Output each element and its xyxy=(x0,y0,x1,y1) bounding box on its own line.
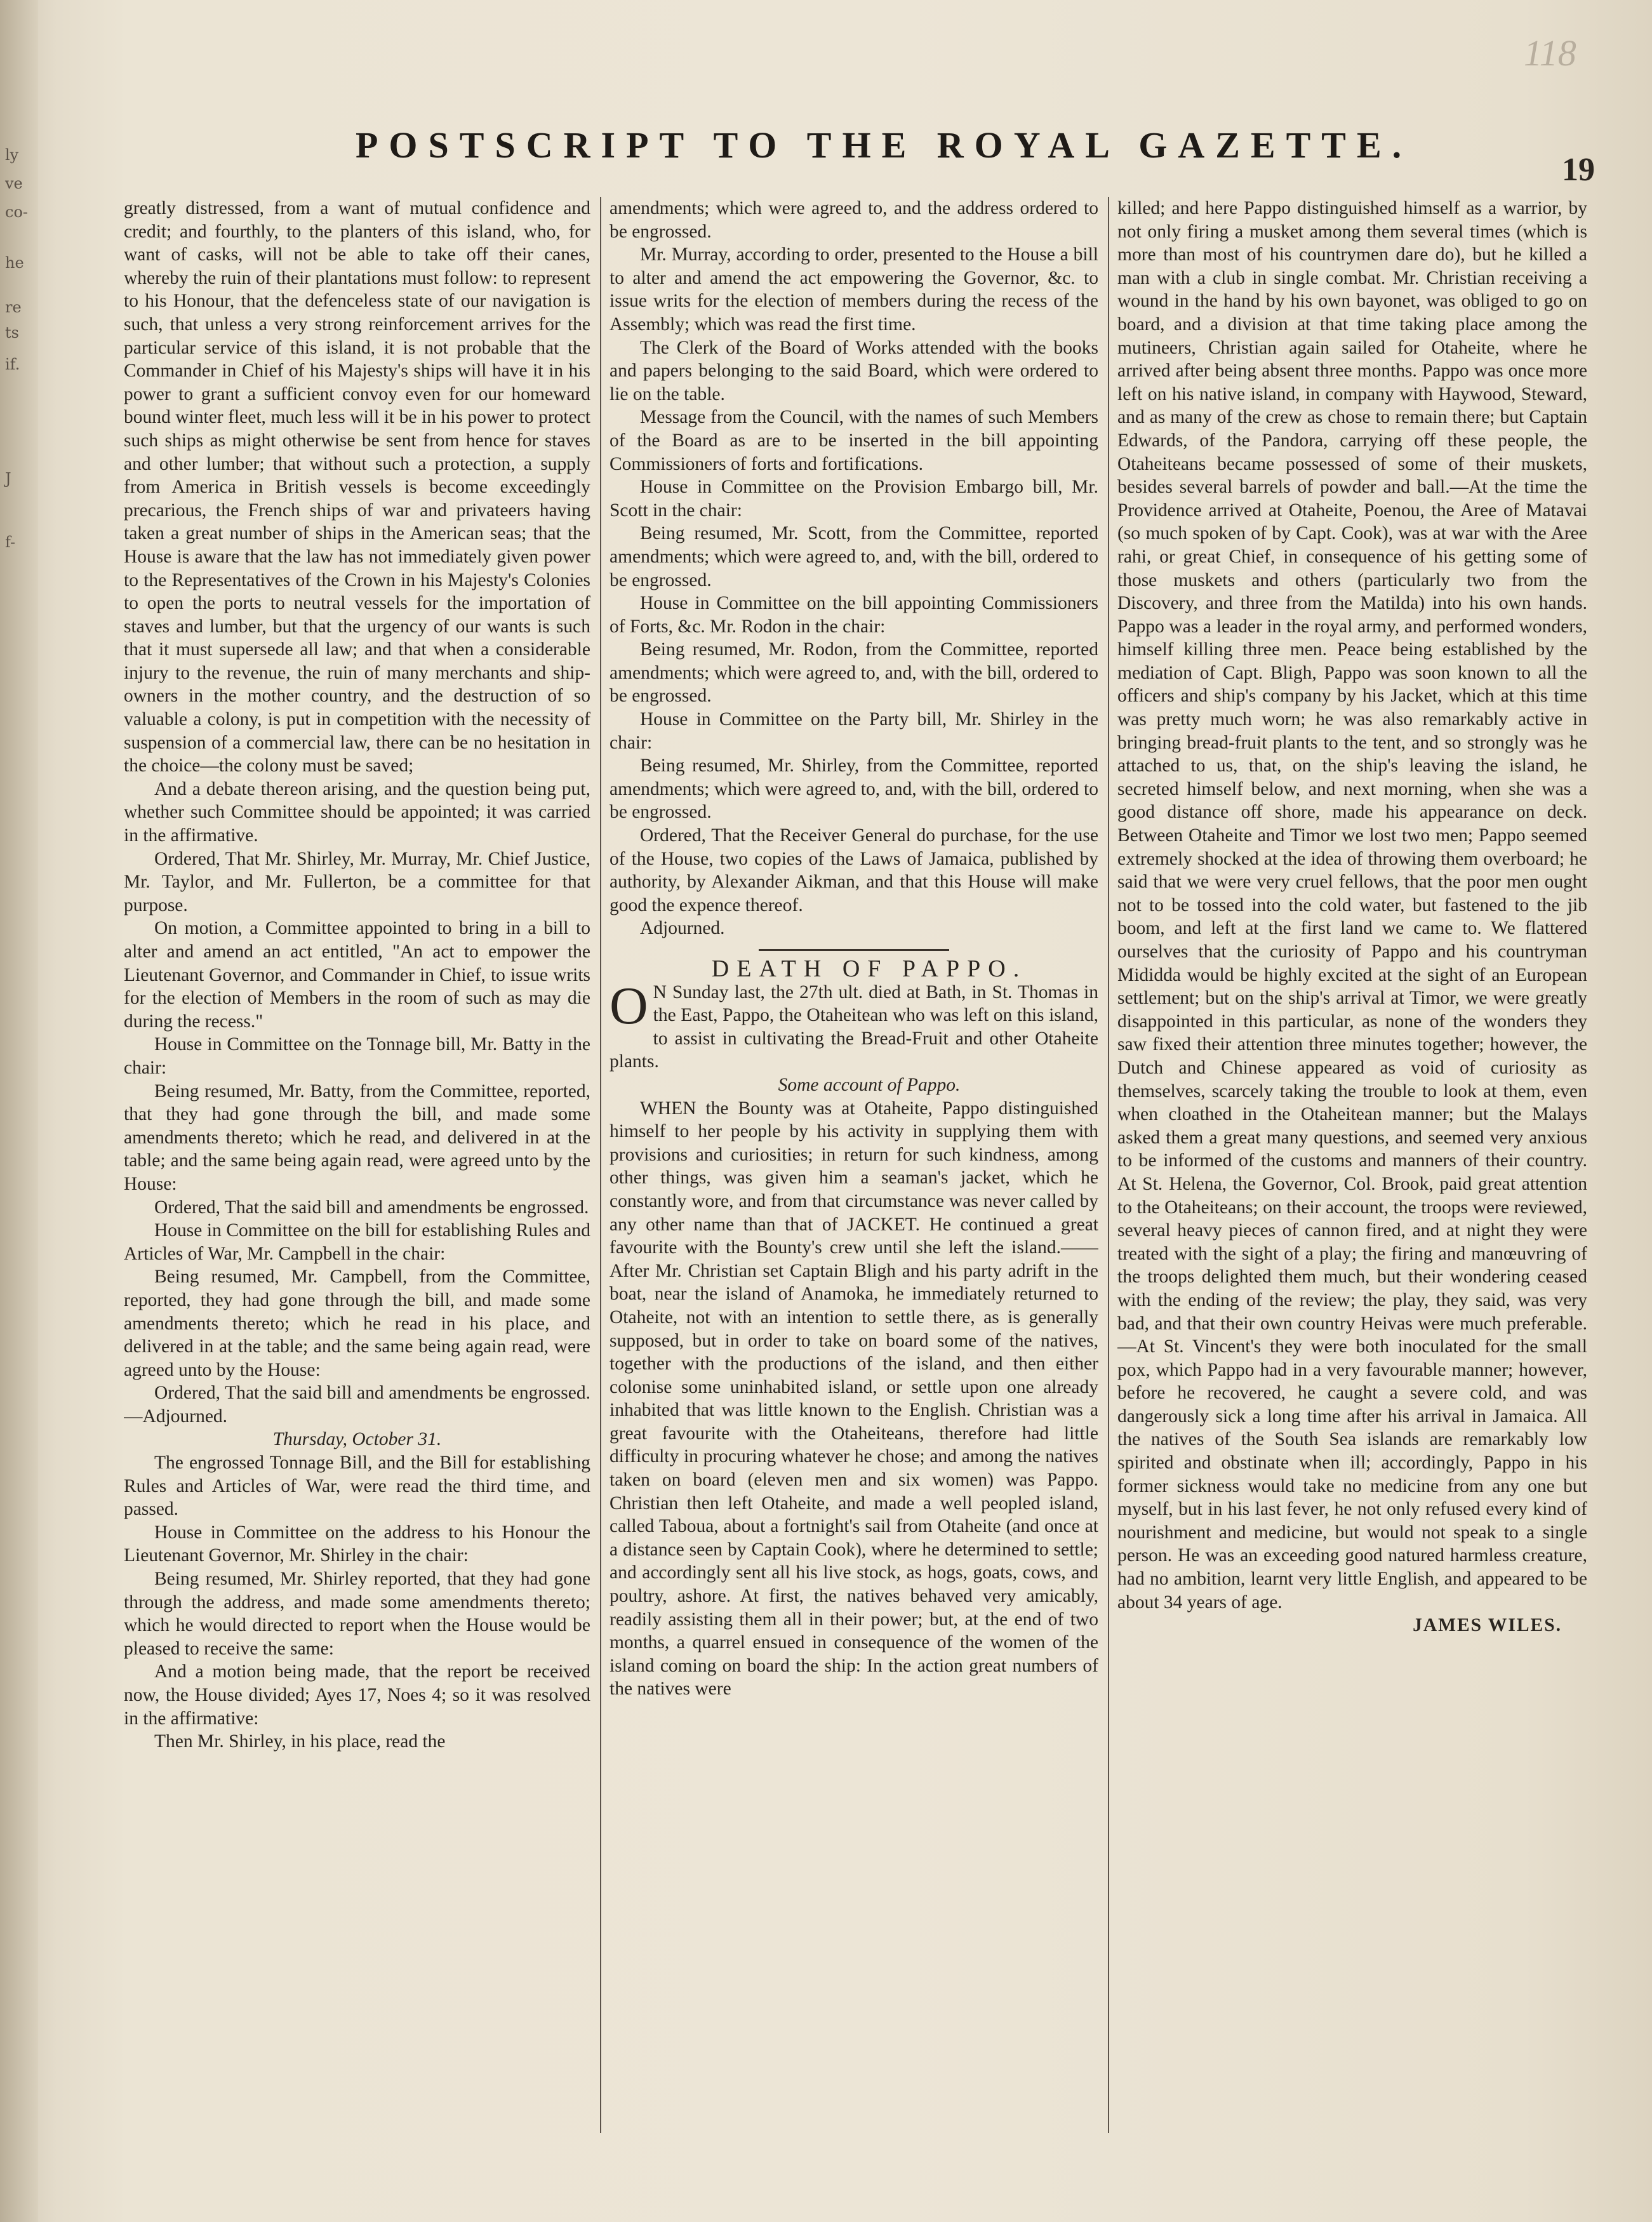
date-line: Thursday, October 31. xyxy=(272,1429,442,1450)
column-rule xyxy=(600,197,601,2133)
paragraph: Being resumed, Mr. Shirley, from the Committee, reported amendments; which were agreed to, and, with the bill, ordered to be engrossed. xyxy=(610,755,1098,823)
edge-fragment: J xyxy=(5,470,11,488)
death-notice xyxy=(610,976,1098,1074)
paragraph: On motion, a Committee appointed to bring in a bill to alter and amend an act entitled, "An act to empower the Lieutenant Governor, and Commander in Chief, to issue writs for the election of Members in the room of such as may die during the recess." xyxy=(124,918,590,1032)
paragraph: Being resumed, Mr. Batty, from the Committee, reported, that they had gone through the bill, and made some amendments thereto; which he read, and delivered in at the table; and the same being again read, were agreed unto by the House: xyxy=(124,1081,590,1194)
left-page-edge xyxy=(0,0,38,2222)
paragraph: House in Committee on the Tonnage bill, Mr. Batty in the chair: xyxy=(124,1034,590,1078)
column-1 xyxy=(124,197,590,2159)
edge-fragment: ve xyxy=(5,175,23,192)
paragraph: Adjourned. xyxy=(640,918,725,939)
paragraph: killed; and here Pappo distinguished himself as a warrior, by not only firing a musket among them several times (which is more than most of his countrymen dare do), but he killed a man with a club in single combat. Mr. Christian receiving a wound in the hand by his own bayonet, was obliged to go on board, and a division at that time taking place among the mutineers, Christian again sailed for Otaheite, where he arrived after being absent three months. Pappo was once more left on his native island, in company with Haywood, Steward, and as many of the crew as chose to remain there; but Captain Edwards, of the Pandora, carrying off these people, the Otaheiteans became possessed of some of their muskets, besides several barrels of powder and ball.—At the time the Providence arrived at Otaheite, Poenou, the Aree of Matavai (so much spoken of by Capt. Cook), was at war with the Aree rahi, or great Chief, in consequence of his getting some of those muskets and others (particularly two from the Discovery, and three from the Matilda) into his own hands. Pappo was a leader in the royal army, and performed wonders, himself killing three men. Peace being established by the mediation of Capt. Bligh, Pappo was soon known to all the officers and ship's company by his Jacket, which at this time was pretty much worn; he was also remarkably active in bringing bread-fruit plants to the tent, and so strongly was he attached to us, that, on the ship's leaving the island, he secreted himself below, and next morning, when she was a good distance off shore, made his appearance on deck. Between Otaheite and Timor we lost two men; Pappo seemed extremely shocked at the idea of throwing them overboard; he said that we were very cruel fellows, that the poor men ought not to be tossed into the cold water, but fastened to the jib boom, and left at the first land we came to. We flattered ourselves that the curiosity of Pappo and his countryman Mididda would be highly excited at the sight of an European settlement; but on the ship's arrival at Timor, we were greatly disappointed in this particular, as none of the wonders they saw fixed their attention three minutes together; however, the Dutch and Chinese appeared as void of curiosity as themselves, scarcely taking the trouble to look at them, even when cloathed in the Otaheitean manner; but the Malays asked them a great many questions, and seemed very anxious to be informed of the customs and manners of their country. At St. Helena, the Governor, Col. Brook, paid great attention to the Otaheiteans; on their account, the troops were reviewed, several heavy pieces of cannon fired, and at night they were treated with the sight of a play; the firing and manœuvring of the troops delighted them much, but their wondering ceased with the ending of the review; the play, they said, was very bad, and that their own country Heivas were much preferable.—At St. Vincent's they were both inoculated for the small pox, which Pappo had in a very favourable manner; however, before he recovered, he caught a severe cold, and was dangerously sick a long time after his arrival in Jamaica. All the natives of the South Sea islands are remarkably low spirited and obstinate when ill; accordingly, Pappo in his former sickness would take no medicine from any one but myself, but in his last fever, he not only refused every kind of nourishment and medicine, but would not speak to a single person. He was an exceeding good natured harmless creature, had no ambition, learnt very little English, and appeared to be about 34 years of age. xyxy=(1117,198,1587,1613)
column-rule xyxy=(1108,197,1109,2133)
paragraph: And a motion being made, that the report be received now, the House divided; Ayes 17, Noes 4; so it was resolved in the affirmative: xyxy=(124,1661,590,1729)
author-signature: JAMES WILES. xyxy=(1413,1615,1562,1636)
paragraph: Message from the Council, with the names of such Members of the Board as are to be inserted in the bill appointing Commissioners of forts and fortifications. xyxy=(610,407,1098,474)
masthead-title: POSTSCRIPT TO THE ROYAL GAZETTE. xyxy=(356,124,1413,166)
edge-fragment: re xyxy=(5,298,22,316)
paragraph: House in Committee on the address to his Honour the Lieutenant Governor, Mr. Shirley in the chair: xyxy=(124,1522,590,1566)
paragraph: Ordered, That the said bill and amendments be engrossed.—Adjourned. xyxy=(124,1383,590,1427)
page-number: 19 xyxy=(1562,152,1595,188)
paragraph: amendments; which were agreed to, and the address ordered to be engrossed. xyxy=(610,198,1098,242)
paragraph: Being resumed, Mr. Rodon, from the Committee, reported amendments; which were agreed to, and, with the bill, ordered to be engrossed. xyxy=(610,639,1098,707)
paragraph: Ordered, That Mr. Shirley, Mr. Murray, Mr. Chief Justice, Mr. Taylor, and Mr. Fullerton, be a committee for that purpose. xyxy=(124,848,590,915)
edge-fragment: he xyxy=(5,254,24,272)
handwritten-page-mark: 118 xyxy=(1524,32,1576,74)
paragraph: House in Committee on the Provision Embargo bill, Mr. Scott in the chair: xyxy=(610,477,1098,521)
paragraph: Being resumed, Mr. Shirley reported, that they had gone through the address, and made some amendments thereto; which he would directed to report when the House would be pleased to receive the same: xyxy=(124,1569,590,1659)
edge-fragment: f- xyxy=(5,533,16,551)
section-rule xyxy=(759,949,949,951)
article-heading: DEATH OF PAPPO. xyxy=(711,955,1027,982)
paragraph: Ordered, That the Receiver General do purchase, for the use of the House, two copies of the Laws of Jamaica, published by authority, by Alexander Aikman, and that this House will make good the expence thereof. xyxy=(610,825,1098,915)
paragraph: House in Committee on the bill for establishing Rules and Articles of War, Mr. Campbell in the chair: xyxy=(124,1220,590,1264)
paragraph: Being resumed, Mr. Scott, from the Committee, reported amendments; which were agreed to, and, with the bill, ordered to be engrossed. xyxy=(610,523,1098,590)
paragraph: House in Committee on the Party bill, Mr. Shirley in the chair: xyxy=(610,709,1098,753)
edge-fragment: co- xyxy=(5,203,28,221)
death-notice-text: N Sunday last, the 27th ult. died at Bath, in St. Thomas in the East, Pappo, the Otaheitean who was left on this island, to assist in cultivating the Bread-Fruit and other Otaheite plants. xyxy=(610,981,1098,1072)
paragraph: And a debate thereon arising, and the question being put, whether such Committee should be appointed; it was carried in the affirmative. xyxy=(124,778,590,846)
paragraph: Mr. Murray, according to order, presented to the House a bill to alter and amend the act empowering the Governor, &c. to issue writs for the election of members during the recess of the Assembly; which was read the first time. xyxy=(610,244,1098,335)
paragraph: House in Committee on the bill appointing Commissioners of Forts, &c. Mr. Rodon in the chair: xyxy=(610,593,1098,637)
edge-fragment: ts xyxy=(5,324,19,342)
drop-cap: O xyxy=(610,976,648,1035)
edge-fragment: if. xyxy=(5,356,20,373)
column-3 xyxy=(1117,197,1587,2159)
edge-fragment: ly xyxy=(5,146,19,164)
column-2 xyxy=(610,197,1098,2159)
paragraph: The engrossed Tonnage Bill, and the Bill for establishing Rules and Articles of War, were read the third time, and passed. xyxy=(124,1453,590,1520)
paragraph: WHEN the Bounty was at Otaheite, Pappo distinguished himself to her people by his activity in supplying them with provisions and curiosities; in return for such kindness, among other things, was given him a seaman's jacket, which he constantly wore, and from that circumstance was never called by any other name than that of JACKET. He continued a great favourite with the Bounty's crew until she left the island.——After Mr. Christian set Captain Bligh and his party adrift in the boat, near the island of Anamoka, he immediately returned to Otaheite, not with an intention to settle there, as is generally supposed, but in order to take on board some of the natives, together with the productions of the island, and then either colonise some uninhabited island, or settle upon one already inhabited that was little known to the English. Christian was a great favourite with the Otaheiteans, therefore had little difficulty in procuring whatever he chose; and among the natives taken on board (eleven men and six women) was Pappo. Christian then left Otaheite, and made a well peopled island, called Taboua, about a fortnight's sail from Otaheite (and once at a distance seen by Captain Cook), where he determined to settle; and accordingly sent all his live stock, as hogs, goats, cows, and poultry, ashore. At first, the natives behaved very amicably, readily assisting them all in their power; but, at the end of two months, a quarrel ensued in consequence of the women of the island coming on board the ship: In the action great numbers of the natives were xyxy=(610,1098,1098,1700)
paragraph: Ordered, That the said bill and amendments be engrossed. xyxy=(154,1197,589,1218)
paragraph: The Clerk of the Board of Works attended with the books and papers belonging to the said Board, which were ordered to lie on the table. xyxy=(610,337,1098,404)
article-subheading: Some account of Pappo. xyxy=(778,1074,961,1095)
paragraph: Then Mr. Shirley, in his place, read the xyxy=(154,1731,446,1752)
paragraph: Being resumed, Mr. Campbell, from the Committee, reported, they had gone through the bill, and made some amendments thereto; which he read in his place, and delivered in at the table; and the same being again read, were agreed unto by the House: xyxy=(124,1267,590,1380)
paragraph: greatly distressed, from a want of mutual confidence and credit; and fourthly, to the planters of this island, who, for want of casks, will not be able to take off their canes, whereby the ruin of their plantations must follow: to represent to his Honour, that the defenceless state of our navigation is such, that unless a very strong reinforcement arrives for the particular service of this island, it is not probable that the Commander in Chief of his Majesty's ships will have it in his power to grant a sufficient convoy even for our homeward bound winter fleet, much less will it be in his power to protect such ships as might otherwise be sent from hence for staves and other lumber; that without such a protection, a supply from America in British vessels is become exceedingly precarious, the French ships of war and privateers having taken a great number of ships in the American seas; that the House is aware that the law has not immediately given power to the Representatives of the Crown in his Majesty's Colonies to open the ports to neutral vessels for the importation of staves and lumber, but that the urgency of our wants is such that it must supersede all law; and that when a considerable injury to the revenue, the ruin of many merchants and ship-owners in the mother country, and the destruction of so valuable a colony, is put in competition with the necessity of suspension of a commercial law, there can be no hesitation in the choice—the colony must be saved; xyxy=(124,198,590,776)
